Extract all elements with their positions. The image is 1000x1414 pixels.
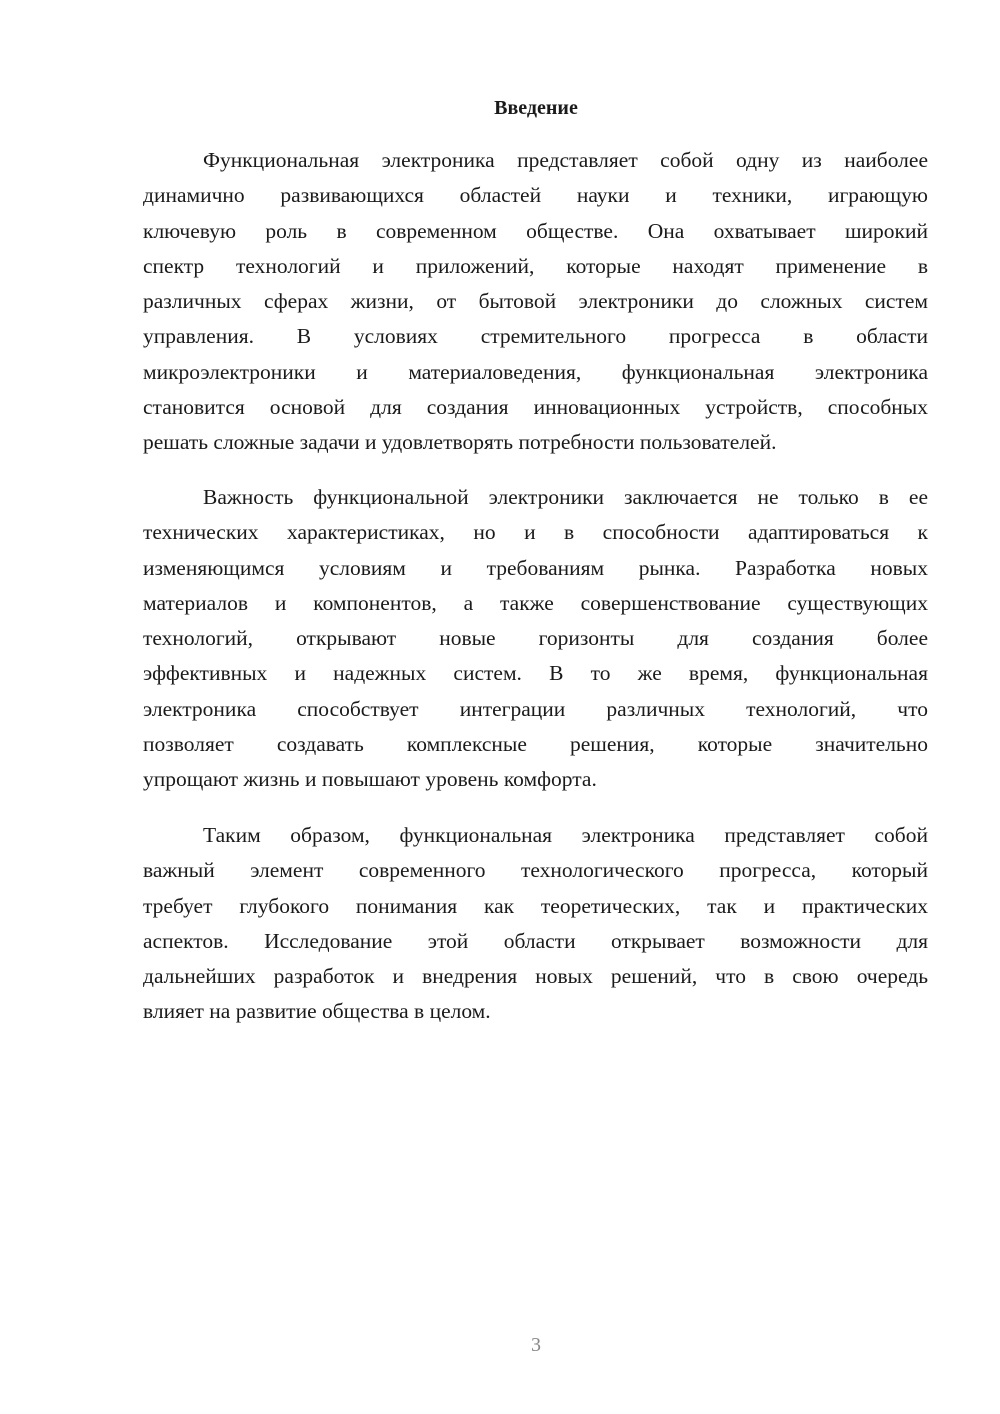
text-line: материалов и компонентов, а также совершенствование существующих <box>143 590 928 615</box>
text-line: Функциональная электроника представляет собой одну из наиболее <box>203 148 928 172</box>
text-line: электроника способствует интеграции различных технологий, что <box>143 696 928 721</box>
text-line: позволяет создавать комплексные решения, которые значительно <box>143 732 928 757</box>
text-line: влияет на развитие общества в целом. <box>143 999 491 1024</box>
section-title: Введение <box>494 97 578 119</box>
text-line: управления. В условиях стремительного прогресса в области <box>143 324 928 349</box>
text-line: требует глубокого понимания как теоретических, так и практических <box>143 893 928 918</box>
paragraph-3 <box>143 818 928 1030</box>
text-line: становится основой для создания инновационных устройств, способных <box>143 395 928 420</box>
text-line: решать сложные задачи и удовлетворять потребности пользователей. <box>143 430 777 455</box>
text-line: технических характеристиках, но и в способности адаптироваться к <box>143 520 928 545</box>
text-line: спектр технологий и приложений, которые находят применение в <box>143 253 928 278</box>
paragraph-1 <box>143 143 928 461</box>
text-line: различных сферах жизни, от бытовой электроники до сложных систем <box>143 289 928 314</box>
text-line: изменяющимся условиям и требованиям рынка. Разработка новых <box>143 555 928 580</box>
text-line: ключевую роль в современном обществе. Она охватывает широкий <box>143 218 928 243</box>
text-line: Таким образом, функциональная электроника представляет собой <box>203 823 928 847</box>
text-line: микроэлектроники и материаловедения, функциональная электроника <box>143 359 928 384</box>
page-number: 3 <box>531 1334 541 1356</box>
text-line: динамично развивающихся областей науки и техники, играющую <box>143 183 928 208</box>
text-line: упрощают жизнь и повышают уровень комфорта. <box>143 767 597 792</box>
text-line: эффективных и надежных систем. В то же время, функциональная <box>143 661 928 686</box>
text-line: Важность функциональной электроники заключается не только в ее <box>203 485 928 509</box>
text-line: важный элемент современного технологического прогресса, который <box>143 858 928 883</box>
text-line: технологий, открывают новые горизонты для создания более <box>143 626 928 651</box>
text-line: дальнейших разработок и внедрения новых решений, что в свою очередь <box>143 964 928 989</box>
text-line: аспектов. Исследование этой области открывает возможности для <box>143 928 928 953</box>
paragraph-2 <box>143 480 928 798</box>
